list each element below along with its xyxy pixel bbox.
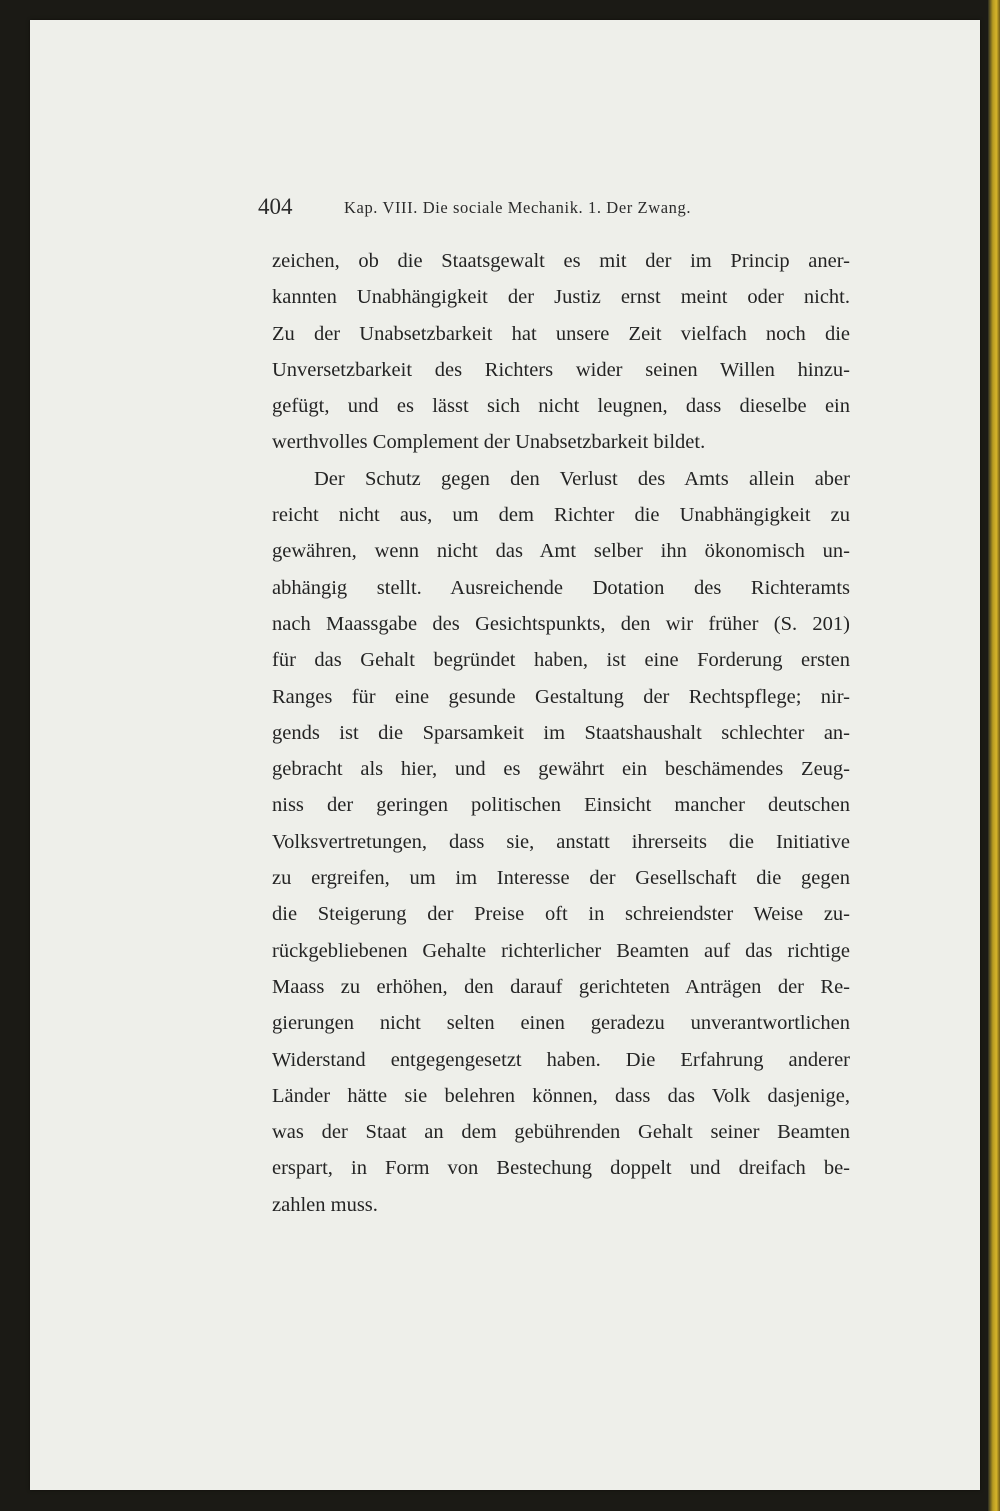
running-header xyxy=(258,192,778,222)
text-line: die Steigerung der Preise oft in schreiendster Weise zu- xyxy=(272,903,850,926)
text-line: zu ergreifen, um im Interesse der Gesellschaft die gegen xyxy=(272,867,850,890)
text-line: Volksvertretungen, dass sie, anstatt ihrerseits die Initiative xyxy=(272,830,850,853)
text-line: Ranges für eine gesunde Gestaltung der Rechtspflege; nir- xyxy=(272,685,850,708)
text-line: erspart, in Form von Bestechung doppelt und dreifach be- xyxy=(272,1157,850,1180)
text-line: nach Maassgabe des Gesichtspunkts, den wir früher (S. 201) xyxy=(272,612,850,635)
scan-edge-strip xyxy=(988,0,1000,1511)
text-line: was der Staat an dem gebührenden Gehalt seiner Beamten xyxy=(272,1121,850,1144)
running-title: Kap. VIII. Die sociale Mechanik. 1. Der Zwang. xyxy=(344,198,692,217)
text-line: rückgebliebenen Gehalte richterlicher Beamten auf das richtige xyxy=(272,939,850,962)
body-text xyxy=(272,243,850,1223)
text-line: zeichen, ob die Staatsgewalt es mit der im Princip aner- xyxy=(272,250,850,272)
text-line: werthvolles Complement der Unabsetzbarkeit bildet. xyxy=(272,431,706,454)
text-line: zahlen muss. xyxy=(272,1193,378,1216)
page-number: 404 xyxy=(258,194,293,219)
text-line: Widerstand entgegengesetzt haben. Die Erfahrung anderer xyxy=(272,1048,850,1071)
text-line: für das Gehalt begründet haben, ist eine Forderung ersten xyxy=(272,649,850,672)
text-line: Länder hätte sie belehren können, dass das Volk dasjenige, xyxy=(272,1084,850,1107)
text-line: abhängig stellt. Ausreichende Dotation des Richteramts xyxy=(272,576,850,599)
text-line: Zu der Unabsetzbarkeit hat unsere Zeit vielfach noch die xyxy=(272,322,850,345)
text-line: gierungen nicht selten einen geradezu unverantwortlichen xyxy=(272,1012,850,1035)
text-line: Unversetzbarkeit des Richters wider seinen Willen hinzu- xyxy=(272,358,850,381)
text-line: Der Schutz gegen den Verlust des Amts allein aber xyxy=(314,467,850,490)
text-line: gebracht als hier, und es gewährt ein beschämendes Zeug- xyxy=(272,758,850,781)
text-line: gends ist die Sparsamkeit im Staatshaushalt schlechter an- xyxy=(272,721,850,744)
text-line: reicht nicht aus, um dem Richter die Unabhängigkeit zu xyxy=(272,504,850,527)
paragraph xyxy=(272,243,850,461)
book-page xyxy=(30,20,980,1490)
text-line: kannten Unabhängigkeit der Justiz ernst meint oder nicht. xyxy=(272,286,850,309)
paragraph xyxy=(272,461,850,1223)
text-line: niss der geringen politischen Einsicht mancher deutschen xyxy=(272,794,850,817)
text-line: gewähren, wenn nicht das Amt selber ihn ökonomisch un- xyxy=(272,540,850,563)
text-line: gefügt, und es lässt sich nicht leugnen, dass dieselbe ein xyxy=(272,395,850,418)
text-line: Maass zu erhöhen, den darauf gerichteten Anträgen der Re- xyxy=(272,975,850,998)
